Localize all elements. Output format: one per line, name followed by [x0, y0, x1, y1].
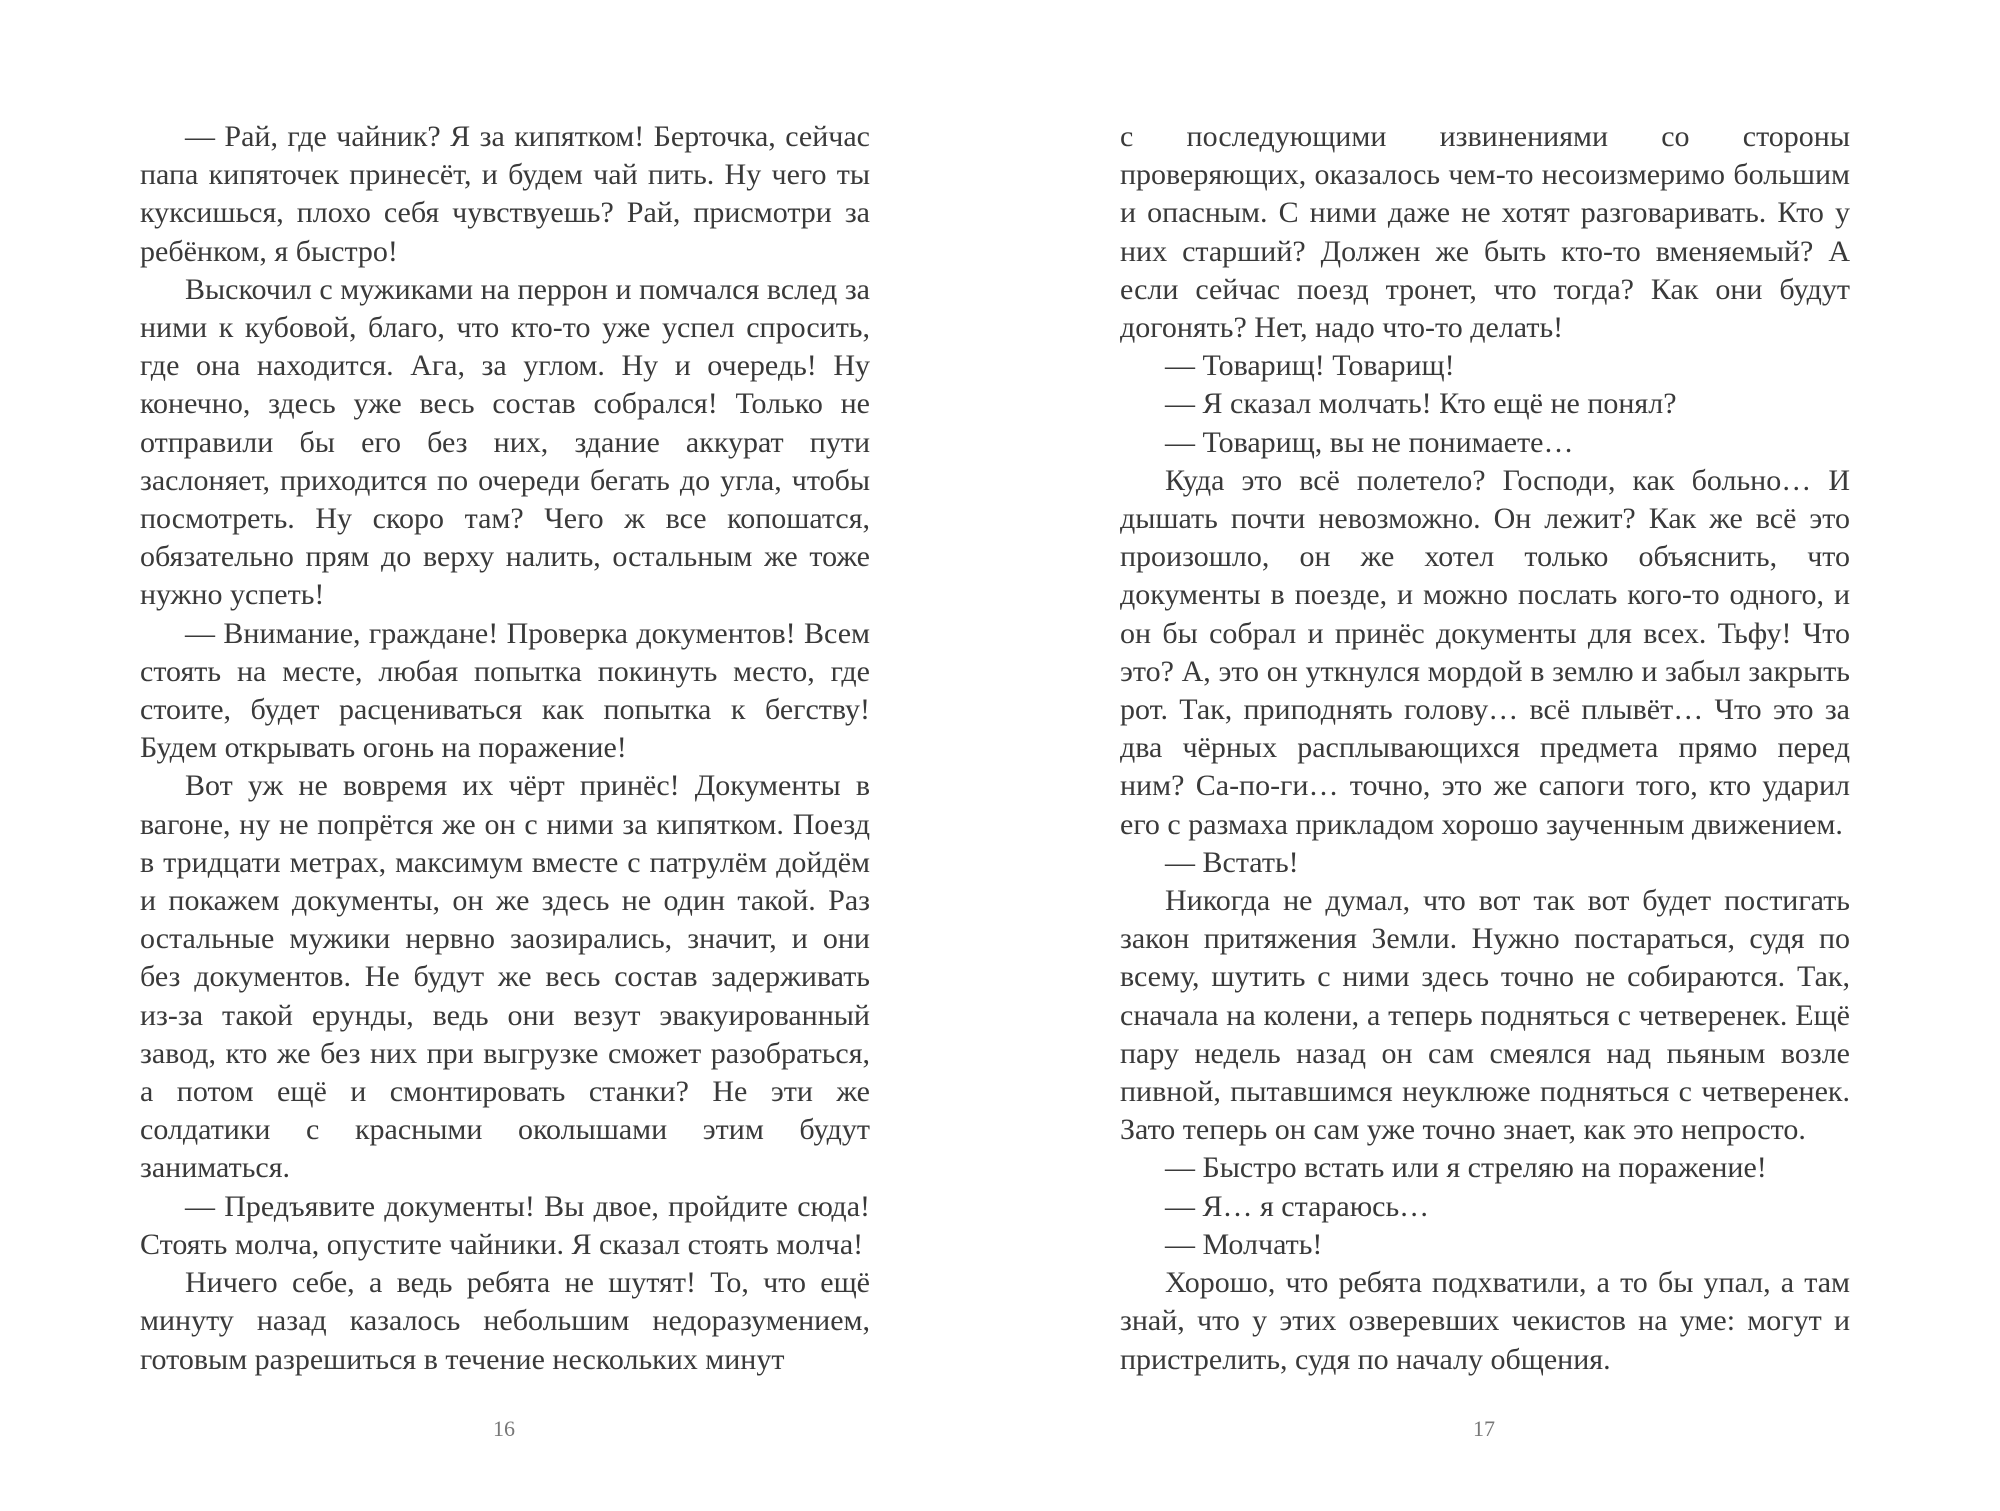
paragraph: — Внимание, граждане! Проверка документов! Всем стоять на месте, любая попытка покинуть место, где стоите, будет расцениваться как попытка к бегству! Будем открывать огонь на поражение! [140, 616, 870, 765]
paragraph: Выскочил с мужиками на перрон и помчался вслед за ними к кубовой, благо, что кто-то уже успел спросить, где она находится. Ага, за углом. Ну и очередь! Ну конечно, здесь уже весь состав собрался! Только не отправили бы его без них, здание аккурат пути заслоняет, приходится по очереди бегать до угла, чтобы посмотреть. Ну скоро там? Чего ж все копошатся, обязательно прям до верху налить, остальным же тоже нужно успеть! [140, 272, 870, 612]
paragraph: — Я… я стараюсь… [1165, 1189, 1430, 1223]
paragraph: Вот уж не вовремя их чёрт принёс! Документы в вагоне, ну не попрётся же он с ними за кипятком. Поезд в тридцати метрах, максимум вместе с патрулём дойдём и покажем документы, он же здесь не один такой. Раз остальные мужики нервно заозирались, значит, и они без документов. Не будут же весь состав задерживать из-за такой ерунды, ведь они везут эвакуированный завод, кто же без них при выгрузке сможет разобраться, а потом ещё и смонтировать станки? Не эти же солдатики с красными околышами этим будут заниматься. [140, 769, 870, 1185]
paragraph: с последующими извинениями со стороны проверяющих, оказалось чем-то несоизмеримо большим и опасным. С ними даже не хотят разговаривать. Кто у них старший? Должен же быть кто-то вменяемый? А если сейчас поезд тронет, что тогда? Как они будут догонять? Нет, надо что-то делать! [1120, 120, 1850, 345]
paragraph: — Рай, где чайник? Я за кипятком! Берточка, сейчас папа кипяточек принесёт, и будем чай пить. Ну чего ты куксишься, плохо себя чувствуешь? Рай, присмотри за ребёнком, я быстро! [140, 120, 870, 268]
page-number-left: 16 [493, 1416, 515, 1441]
paragraph: Никогда не думал, что вот так вот будет постигать закон притяжения Земли. Нужно постараться, судя по всему, шутить с ними здесь точно не собираются. Так, сначала на колени, а теперь подняться с четверенек. Ещё пару недель назад он сам смеялся над пьяным возле пивной, пытавшимся неуклюже подняться с четверенек. Зато теперь он сам уже точно знает, как это непросто. [1120, 884, 1850, 1147]
paragraph: — Товарищ, вы не понимаете… [1165, 425, 1574, 459]
paragraph: — Я сказал молчать! Кто ещё не понял? [1165, 387, 1677, 421]
paragraph: — Товарищ! Товарищ! [1165, 349, 1455, 383]
paragraph: Хорошо, что ребята подхватили, а то бы упал, а там знай, что у этих озверевших чекистов на уме: могут и пристрелить, судя по началу общения. [1120, 1266, 1850, 1376]
page-number-right: 17 [1473, 1416, 1495, 1441]
paragraph: — Предъявите документы! Вы двое, пройдите сюда! Стоять молча, опустите чайники. Я сказал стоять молча! [140, 1189, 870, 1261]
paragraph: Ничего себе, а ведь ребята не шутят! То, что ещё минуту назад казалось небольшим недоразумением, готовым разрешиться в течение нескольких минут [140, 1266, 870, 1376]
right-page [1120, 118, 1850, 1379]
paragraph: — Молчать! [1165, 1227, 1323, 1261]
paragraph: — Встать! [1165, 845, 1299, 879]
paragraph: Куда это всё полетело? Господи, как больно… И дышать почти невозможно. Он лежит? Как же всё это произошло, он же хотел только объяснить, что документы в поезде, и можно послать кого-то одного, и он бы собрал и принёс документы для всех. Тьфу! Что это? А, это он уткнулся мордой в землю и забыл закрыть рот. Так, приподнять голову… всё плывёт… Что это за два чёрных расплывающихся предмета прямо перед ним? Са-по-ги… точно, это же сапоги того, кто ударил его с размаха прикладом хорошо заученным движением. [1120, 463, 1850, 841]
paragraph: — Быстро встать или я стреляю на поражение! [1165, 1151, 1767, 1185]
left-page [140, 118, 870, 1379]
